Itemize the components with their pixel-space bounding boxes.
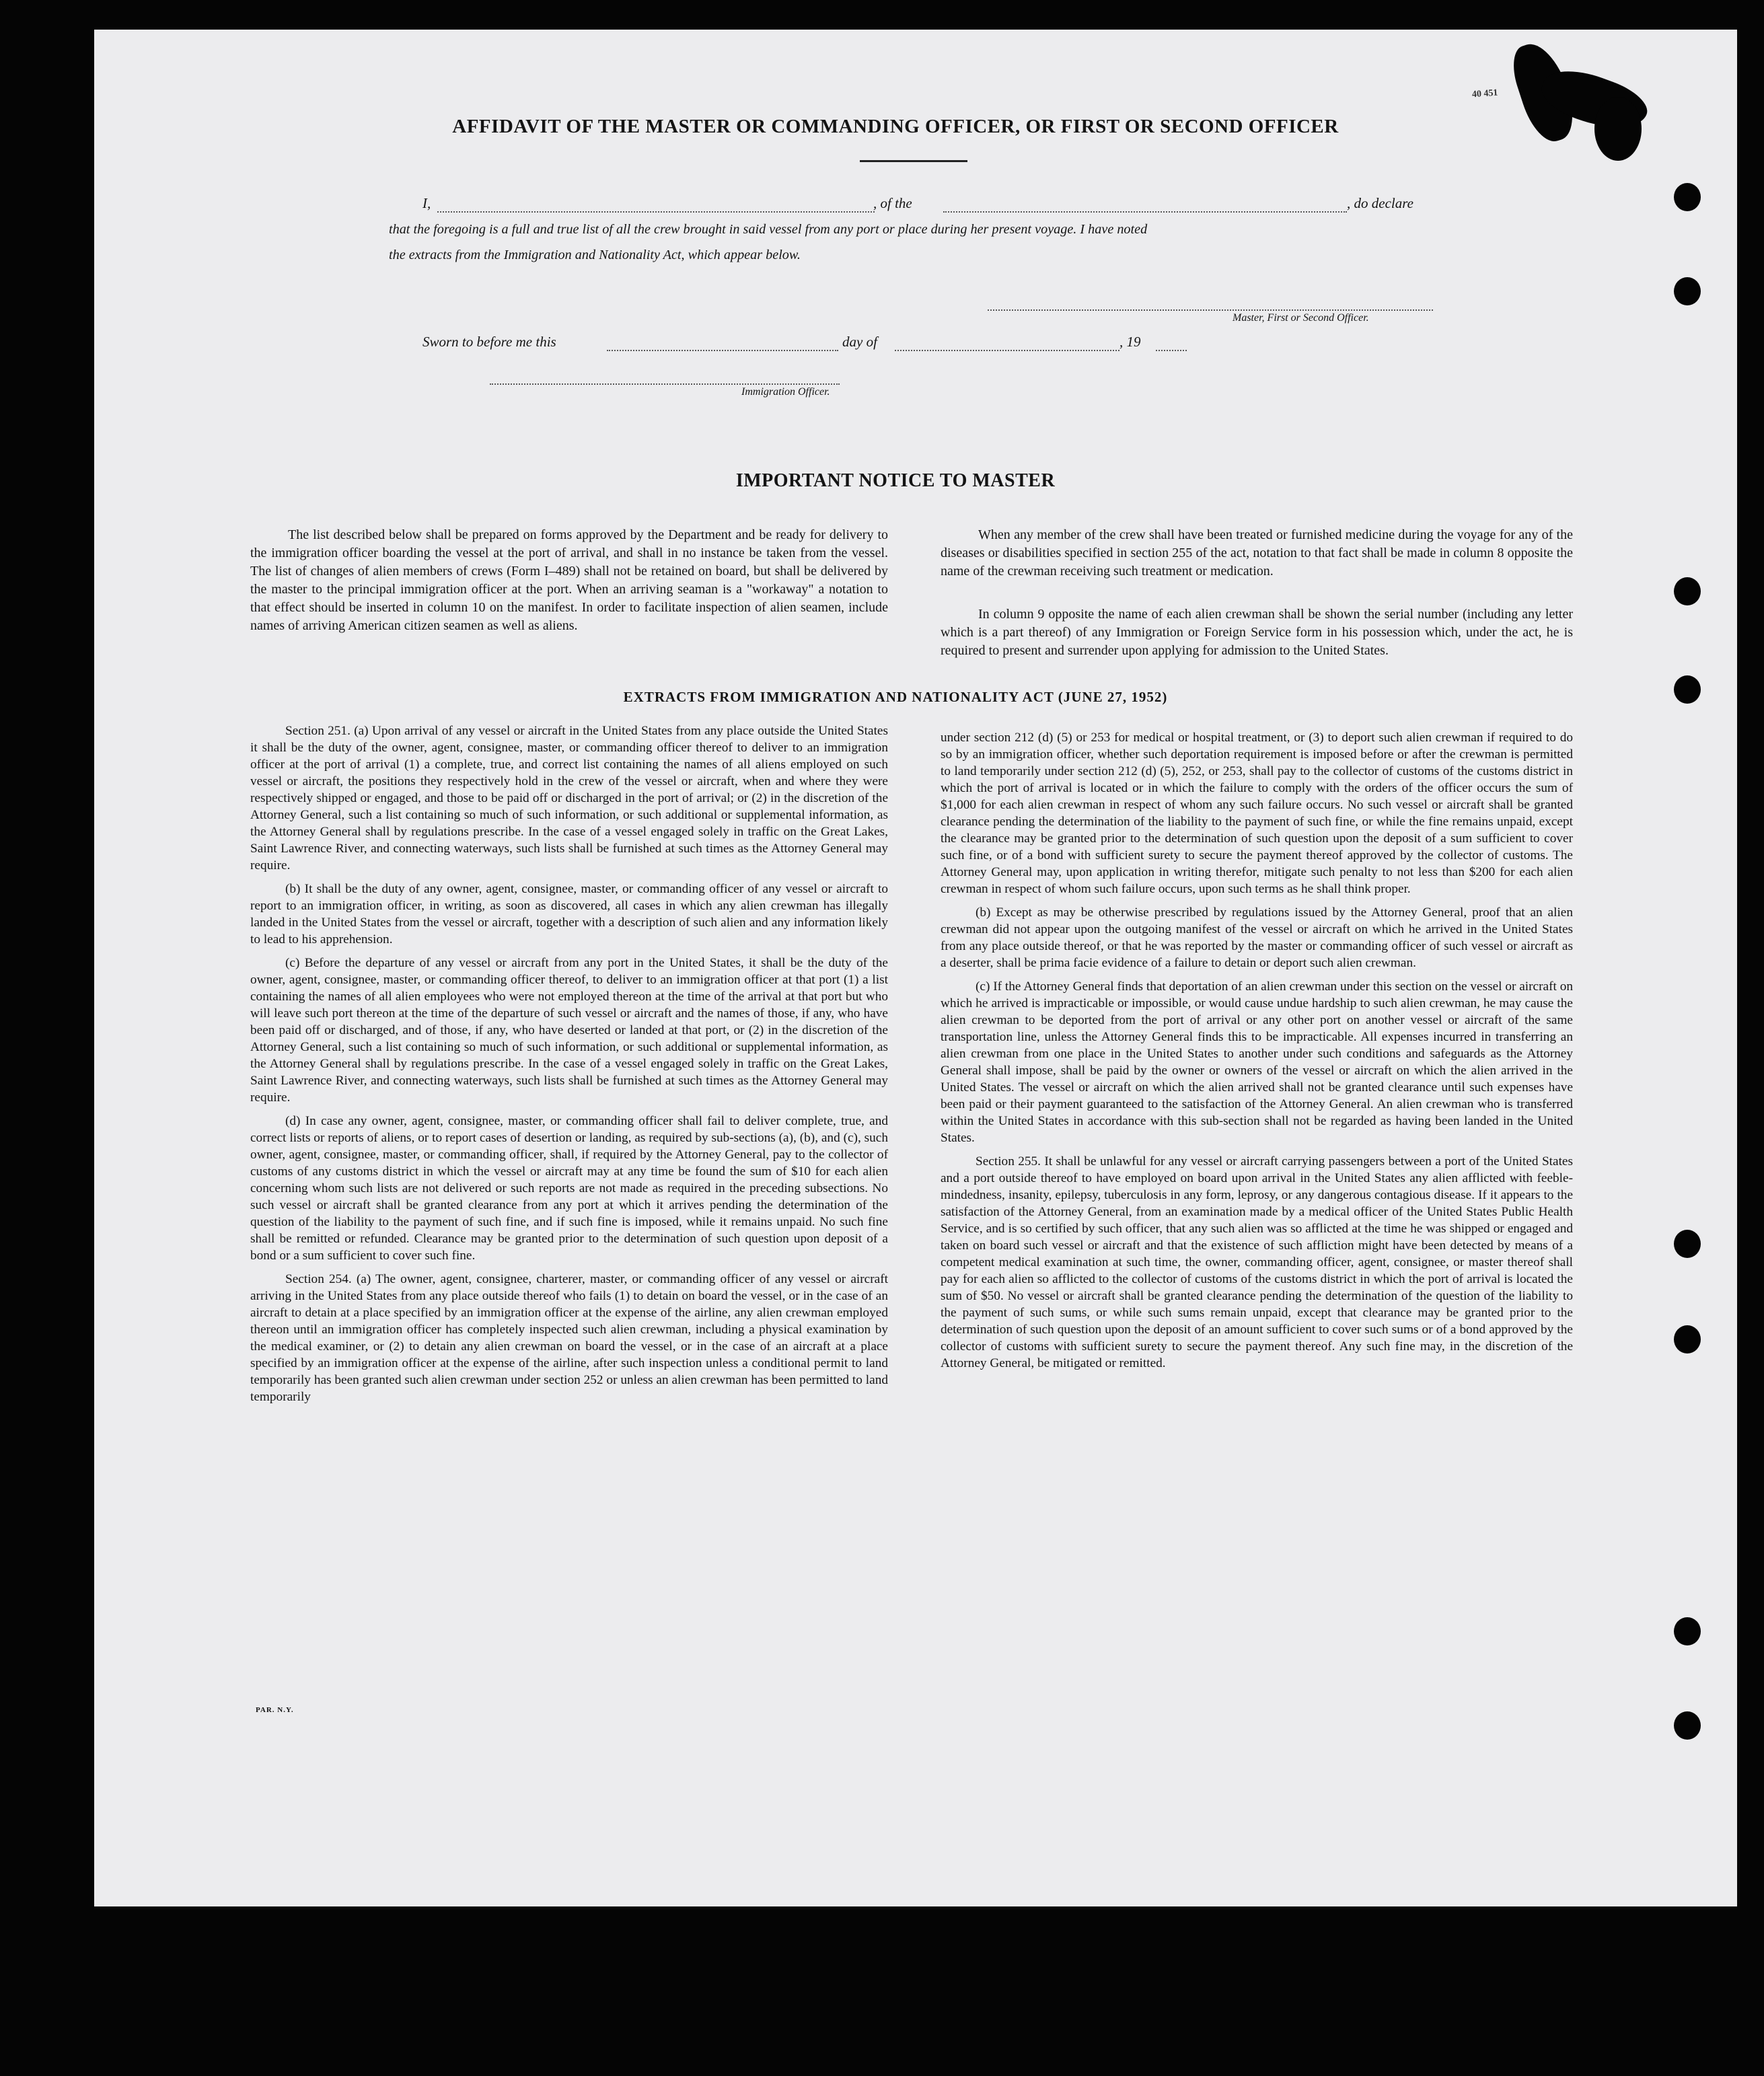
punch-hole bbox=[1674, 1617, 1701, 1645]
name-field-line[interactable] bbox=[437, 211, 875, 213]
notice-title: IMPORTANT NOTICE TO MASTER bbox=[735, 470, 1056, 491]
section-255: Section 255. It shall be unlawful for any vessel or aircraft carrying passengers between a port of the United States and a port outside thereof to have employed on board upon arrival in the United States any alien afflicted with feeble-mindedness, insanity, epilepsy, tuberculosis in any form, leprosy, or any dangerous contagious disease. If it appears to the satisfaction of the Attorney General, from an examination made by a medical officer of the United States Public Health Service, and is so certified by such officer, that any such alien was so afflicted at the time he was shipped or engaged and taken on board such vessel or aircraft and that the existence of such affliction might have been detected by means of a competent medical examination at such time, the owner, commanding officer, agent, consignee, or master thereof shall pay for each alien so afflicted to the collector of customs of the customs district in which the port of arrival is located the sum of $50. No vessel or aircraft shall be granted clearance pending the determination of the question of the liability to the payment of such sums, or while such sums remain unpaid, except that clearance may be granted prior to the determination of such question upon the deposit of an amount sufficient to cover such sums or of a bond approved by the collector of customs with sufficient surety to secure the payment thereof. Any such fine may, in the discretion of the Attorney General, be mitigated or remitted. bbox=[941, 1154, 1573, 1370]
sworn-label: Sworn to before me this bbox=[422, 334, 556, 350]
affidavit-i-label: I, bbox=[422, 195, 431, 211]
extracts-right-column bbox=[941, 729, 1573, 1378]
section-254-b: (b) Except as may be otherwise prescribed by regulations issued by the Attorney General, proof that an alien crewman did not appear upon the outgoing manifest of the vessel or aircraft on which he arrived in the United States from any place outside thereof, or that he was reported by the master or commanding officer of such vessel or aircraft as a deserter, shall be prima facie evidence of a failure to detain or deport such alien crewman. bbox=[941, 905, 1573, 970]
affidavit-statement-line-2: that the foregoing is a full and true list of all the crew brought in said vessel from any port or place during her present voyage. I have noted bbox=[389, 222, 1148, 237]
year-label: , 19 bbox=[1119, 334, 1141, 350]
affidavit-do-declare-label: , do declare bbox=[1347, 195, 1413, 211]
notice-left-paragraph: The list described below shall be prepared on forms approved by the Department and be ready for delivery to the immigration officer boarding the vessel at the port of arrival, and shall in no instance be taken from the vessel. The list of changes of alien members of crews (Form I–489) shall not be retained on board, but shall be delivered by the master to the principal immigration officer at the port. When an arriving seaman is a "workaway" a notation to that effect should be inserted in column 10 on the manifest. In order to facilitate inspection of alien seamen, include names of arriving American citizen seamen as well as aliens. bbox=[250, 527, 888, 633]
section-251-b: (b) It shall be the duty of any owner, agent, consignee, master, or commanding officer of any vessel or aircraft to report to an immigration officer, in writing, as soon as discovered, all cases in which any alien crewman has illegally landed in the United States from the vessel or aircraft, together with a description of such alien and any information likely to lead to his apprehension. bbox=[250, 882, 888, 947]
vessel-field-line[interactable] bbox=[943, 211, 1347, 213]
sworn-day-field-line[interactable] bbox=[607, 350, 838, 351]
sworn-year-field-line[interactable] bbox=[1156, 350, 1187, 351]
section-251-a: Section 251. (a) Upon arrival of any vessel or aircraft in the United States from any place outside the United States it shall be the duty of the owner, agent, consignee, master, or commanding officer thereof to deliver to an immigration officer at the port of arrival (1) a complete, true, and correct list containing the names of all aliens employed on such vessel or aircraft, the positions they respectively hold in the crew of the vessel or aircraft, when and where they were respectively shipped or engaged, and those to be paid off or discharged in the port of arrival; or (2) in the discretion of the Attorney General, such a list containing so much of such information, or such additional or supplemental information, as the Attorney General shall by regulations prescribe. In the case of a vessel engaged solely in traffic on the Great Lakes, Saint Lawrence River, and connecting waterways, such lists shall be furnished at such times as the Attorney General may require. bbox=[250, 724, 888, 873]
section-254-c: (c) If the Attorney General finds that deportation of an alien crewman under this section on the vessel or aircraft on which he arrived is impracticable or impossible, or would cause undue hardship to such alien crewman, he may cause the alien crewman to be deported from the port of arrival or any other port on another vessel or aircraft of the same transportation line, unless the Attorney General finds this to be impracticable. All expenses incurred in transferring an alien crewman from one place in the United States to another under such conditions and safeguards as the Attorney General shall impose, shall be paid by the owner or owners of the vessel or aircraft on which the alien arrived in the United States. The vessel or aircraft on which the alien arrived shall not be granted clearance until such expenses have been paid or their payment guaranteed to the satisfaction of the Attorney General. An alien crewman who is transferred within the United States in accordance with this sub-section shall not be regarded as having been landed in the United States. bbox=[941, 979, 1573, 1145]
notice-right-paragraph-2: In column 9 opposite the name of each alien crewman shall be shown the serial number (including any letter which is a part thereof) of any Immigration or Foreign Service form in his possession which, under the act, he is required to present and surrender upon applying for admission to the United States. bbox=[941, 607, 1573, 658]
printer-mark: PAR. N.Y. bbox=[256, 1706, 294, 1714]
title-rule bbox=[860, 160, 967, 162]
punch-hole bbox=[1674, 183, 1701, 211]
day-of-label: day of bbox=[842, 334, 877, 350]
document-page bbox=[94, 30, 1737, 1906]
extracts-left-column bbox=[250, 722, 888, 1412]
affidavit-title: AFFIDAVIT OF THE MASTER OR COMMANDING OFFICER, OR FIRST OR SECOND OFFICER bbox=[452, 116, 1339, 137]
punch-hole bbox=[1674, 277, 1701, 305]
punch-hole bbox=[1674, 675, 1701, 704]
master-signature-line[interactable] bbox=[988, 309, 1433, 311]
section-251-c: (c) Before the departure of any vessel or aircraft from any port in the United States, it shall be the duty of the owner, agent, consignee, master, or commanding officer thereof, to deliver to an immigration officer at that port (1) a list containing the names of all alien employees who were not employed thereon at the time of the arrival at that port but who will leave such port thereon at the time of the departure of such vessel or aircraft and the names of those, if any, who have been paid off or discharged, and of those, if any, who have deserted or landed at that port, or (2) in the discretion of the Attorney General, such a list containing so much of such information, or such additional or supplemental information, as the Attorney General shall by regulations prescribe. In the case of a vessel engaged solely in traffic on the Great Lakes, Saint Lawrence River, and connecting waterways, such lists shall be furnished at such times as the Attorney General may require. bbox=[250, 956, 888, 1105]
notice-right-paragraph-1: When any member of the crew shall have been treated or furnished medicine during the voyage for any of the diseases or disabilities specified in section 255 of the act, notation to that fact shall be made in column 8 opposite the name of the crewman receiving such treatment or medication. bbox=[941, 527, 1573, 579]
extracts-title: EXTRACTS FROM IMMIGRATION AND NATIONALITY ACT (JUNE 27, 1952) bbox=[623, 689, 1168, 705]
immigration-officer-label: Immigration Officer. bbox=[741, 386, 830, 398]
punch-hole bbox=[1674, 1325, 1701, 1354]
sworn-month-field-line[interactable] bbox=[895, 350, 1119, 351]
punch-hole bbox=[1674, 1230, 1701, 1258]
stamp-number: 40 451 bbox=[1471, 87, 1498, 100]
master-signature-label: Master, First or Second Officer. bbox=[1233, 312, 1369, 324]
section-254-a-continued: under section 212 (d) (5) or 253 for medical or hospital treatment, or (3) to deport such alien crewman if required to do so by an immigration officer, whether such deportation requirement is imposed before or after the crewman is permitted to land temporarily under section 212 (d) (5), 252, or 253, shall pay to the collector of customs of the customs district in which the port of arrival is located or in which the failure to comply with the orders of the officer occurs the sum of $1,000 for each alien crewman in respect of whom any such failure occurs. No such vessel or aircraft shall be granted clearance pending the determination of the liability to the payment of such fine, or while the fine remains unpaid, except the clearance may be granted prior to the determination of such question upon the deposit of a sum sufficient to cover such fine, or of a bond with sufficient surety to secure the payment thereof approved by the collector of customs. The Attorney General may, upon application in writing therefor, mitigate such penalty to not less than $200 for each alien crewman in respect of whom such failure occurs, upon such terms as he shall think proper. bbox=[941, 731, 1573, 896]
section-254-a: Section 254. (a) The owner, agent, consignee, charterer, master, or commanding officer of any vessel or aircraft arriving in the United States from any place outside thereof who fails (1) to detain on board the vessel, or in the case of an aircraft to detain at a place specified by an immigration officer at the expense of the airline, any alien crewman employed thereon until an immigration officer has completely inspected such alien crewman, including a physical examination by the medical examiner, or (2) to detain any alien crewman on board the vessel, or in the case of an aircraft at a place specified by an immigration officer at the expense of the airline, after such inspection unless a conditional permit to land temporarily has been granted such alien crewman under section 252 or unless an alien crewman has been permitted to land temporarily bbox=[250, 1272, 888, 1404]
section-251-d: (d) In case any owner, agent, consignee, master, or commanding officer shall fail to deliver complete, true, and correct lists or reports of aliens, or to report cases of desertion or landing, as required by sub-sections (a), (b), and (c), such owner, agent, consignee, master, or commanding officer, shall, if required by the Attorney General, pay to the collector of customs of any customs district in which the vessel or aircraft may at any time be found the sum of $10 for each alien concerning whom such lists are not delivered or such reports are not made as required in the preceding subsections. No such vessel or aircraft shall be granted clearance from any port at which it arrives pending the determination of the question of the liability to the payment of such fine, and if such fine is imposed, while it remains unpaid. No such fine shall be remitted or refunded. Clearance may be granted prior to the determination of such question upon deposit of a bond or a sum sufficient to cover such fine. bbox=[250, 1114, 888, 1263]
affidavit-statement-line-3: the extracts from the Immigration and Nationality Act, which appear below. bbox=[389, 248, 801, 262]
punch-hole bbox=[1674, 1711, 1701, 1740]
affidavit-of-the-label: , of the bbox=[873, 195, 912, 211]
immigration-officer-signature-line[interactable] bbox=[490, 383, 840, 385]
punch-hole bbox=[1674, 577, 1701, 605]
